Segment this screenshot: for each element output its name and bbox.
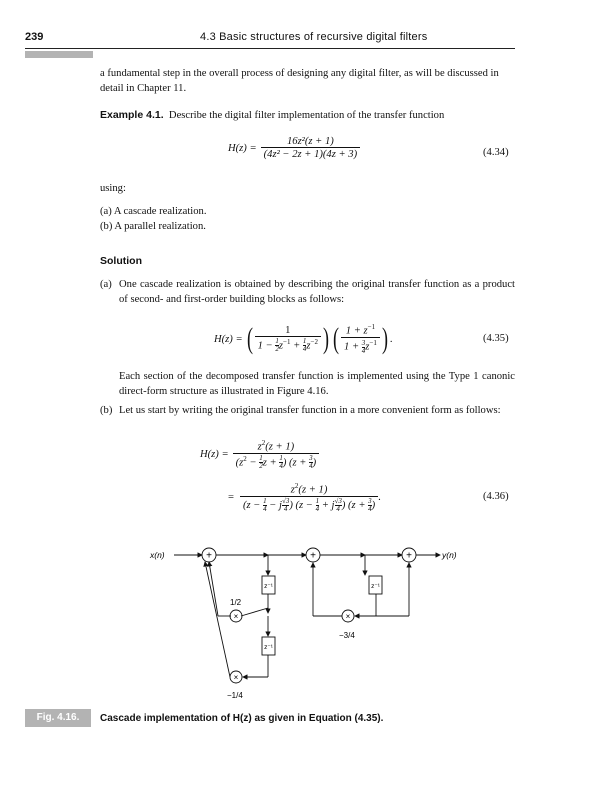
- eq-434-numerator: 16z²(z + 1): [286, 136, 334, 147]
- example-label: Example 4.1.: [100, 109, 164, 121]
- multiplier-half-glyph: ×: [233, 612, 239, 621]
- coeff-neg-quarter-label: −1/4: [227, 691, 243, 700]
- part-b-marker: (b): [100, 405, 113, 416]
- svg-text:+: +: [206, 550, 212, 562]
- header-grey-bar: [25, 51, 93, 58]
- eq-435-number: (4.35): [483, 333, 509, 344]
- eq-436-number: (4.36): [483, 491, 509, 502]
- figure-caption: Cascade implementation of H(z) as given in Equation (4.35).: [100, 713, 384, 724]
- page-number: 239: [25, 31, 44, 43]
- output-label: y(n): [442, 550, 457, 560]
- example-heading: [100, 108, 515, 123]
- figure-label: Fig. 4.16.: [25, 709, 91, 727]
- eq-434-lhs: H(z) =: [228, 142, 257, 154]
- equation-4-35: H(z) = ( 1 1 − $\frac{1}{2}$ $z^{-1}$ + $\frac{1}{4}$ $z^{-2}$ ) ( $1 + z^{-1}$ 1 + $\frac{3}{4}$ $z^{-1}$ ) .: [214, 322, 393, 355]
- header-rule: [25, 48, 515, 49]
- using-text: using:: [100, 183, 126, 194]
- multiplier-neg-quarter-glyph: ×: [233, 673, 239, 682]
- eq-434-number: (4.34): [483, 147, 509, 158]
- input-label: x(n): [150, 550, 165, 560]
- adder-3: [402, 548, 416, 562]
- equation-4-36-line2: = $z^2(z + 1)$ (z − $\frac{1}{4}$ − j $\frac{√3}{4}$ ) (z − $\frac{1}{4}$ + j $\frac{√3}{4}$ ) (z + $\frac{3}{4}$ ) .: [228, 482, 381, 513]
- adder-2: [306, 548, 320, 562]
- delay-label-3: z⁻¹: [371, 583, 380, 590]
- eq-436-equals: =: [228, 491, 234, 503]
- delay-label-2: z⁻¹: [264, 644, 273, 651]
- multiplier-neg-three-quarters-glyph: ×: [345, 612, 351, 621]
- adder-1: [202, 548, 216, 562]
- svg-text:+: +: [406, 550, 412, 562]
- item-b: (b) A parallel realization.: [100, 221, 206, 232]
- part-a-marker: (a): [100, 279, 112, 290]
- running-header: 4.3 Basic structures of recursive digital filters: [200, 31, 428, 43]
- solution-heading: Solution: [100, 255, 142, 267]
- delay-label-1: z⁻¹: [264, 583, 273, 590]
- item-a: (a) A cascade realization.: [100, 206, 207, 217]
- intro-paragraph: a fundamental step in the overall process of designing any digital filter, as will be discussed in detail in Chapter 11.: [100, 68, 499, 94]
- eq-434-denominator: (4z² − 2z + 1)(4z + 3): [261, 147, 360, 160]
- part-a-text: One cascade realization is obtained by describing the original transfer function as a product of second- and first-order building blocks as follows:: [119, 279, 515, 305]
- part-a-followup: Each section of the decomposed transfer function is implemented using the Type 1 canonic direct-form structure as illustrated in Figure 4.16.: [119, 371, 515, 397]
- svg-text:+: +: [310, 550, 316, 562]
- part-b-text: Let us start by writing the original transfer function in a more convenient form as follows:: [119, 405, 501, 416]
- eq-435-lhs: H(z) =: [214, 333, 243, 345]
- equation-4-36-line1: H(z) = $z^2(z + 1)$ ($z^2$ − $\frac{1}{2}$ z + $\frac{1}{4}$ ) (z + $\frac{3}{4}$ ): [200, 439, 319, 470]
- coeff-neg-three-quarters-label: −3/4: [339, 631, 355, 640]
- eq-436-lhs: H(z) =: [200, 449, 229, 461]
- coeff-half-label: 1/2: [230, 598, 242, 607]
- example-text: Describe the digital filter implementation of the transfer function: [168, 110, 445, 121]
- cascade-block-diagram: [140, 540, 460, 705]
- equation-4-34: [228, 136, 360, 160]
